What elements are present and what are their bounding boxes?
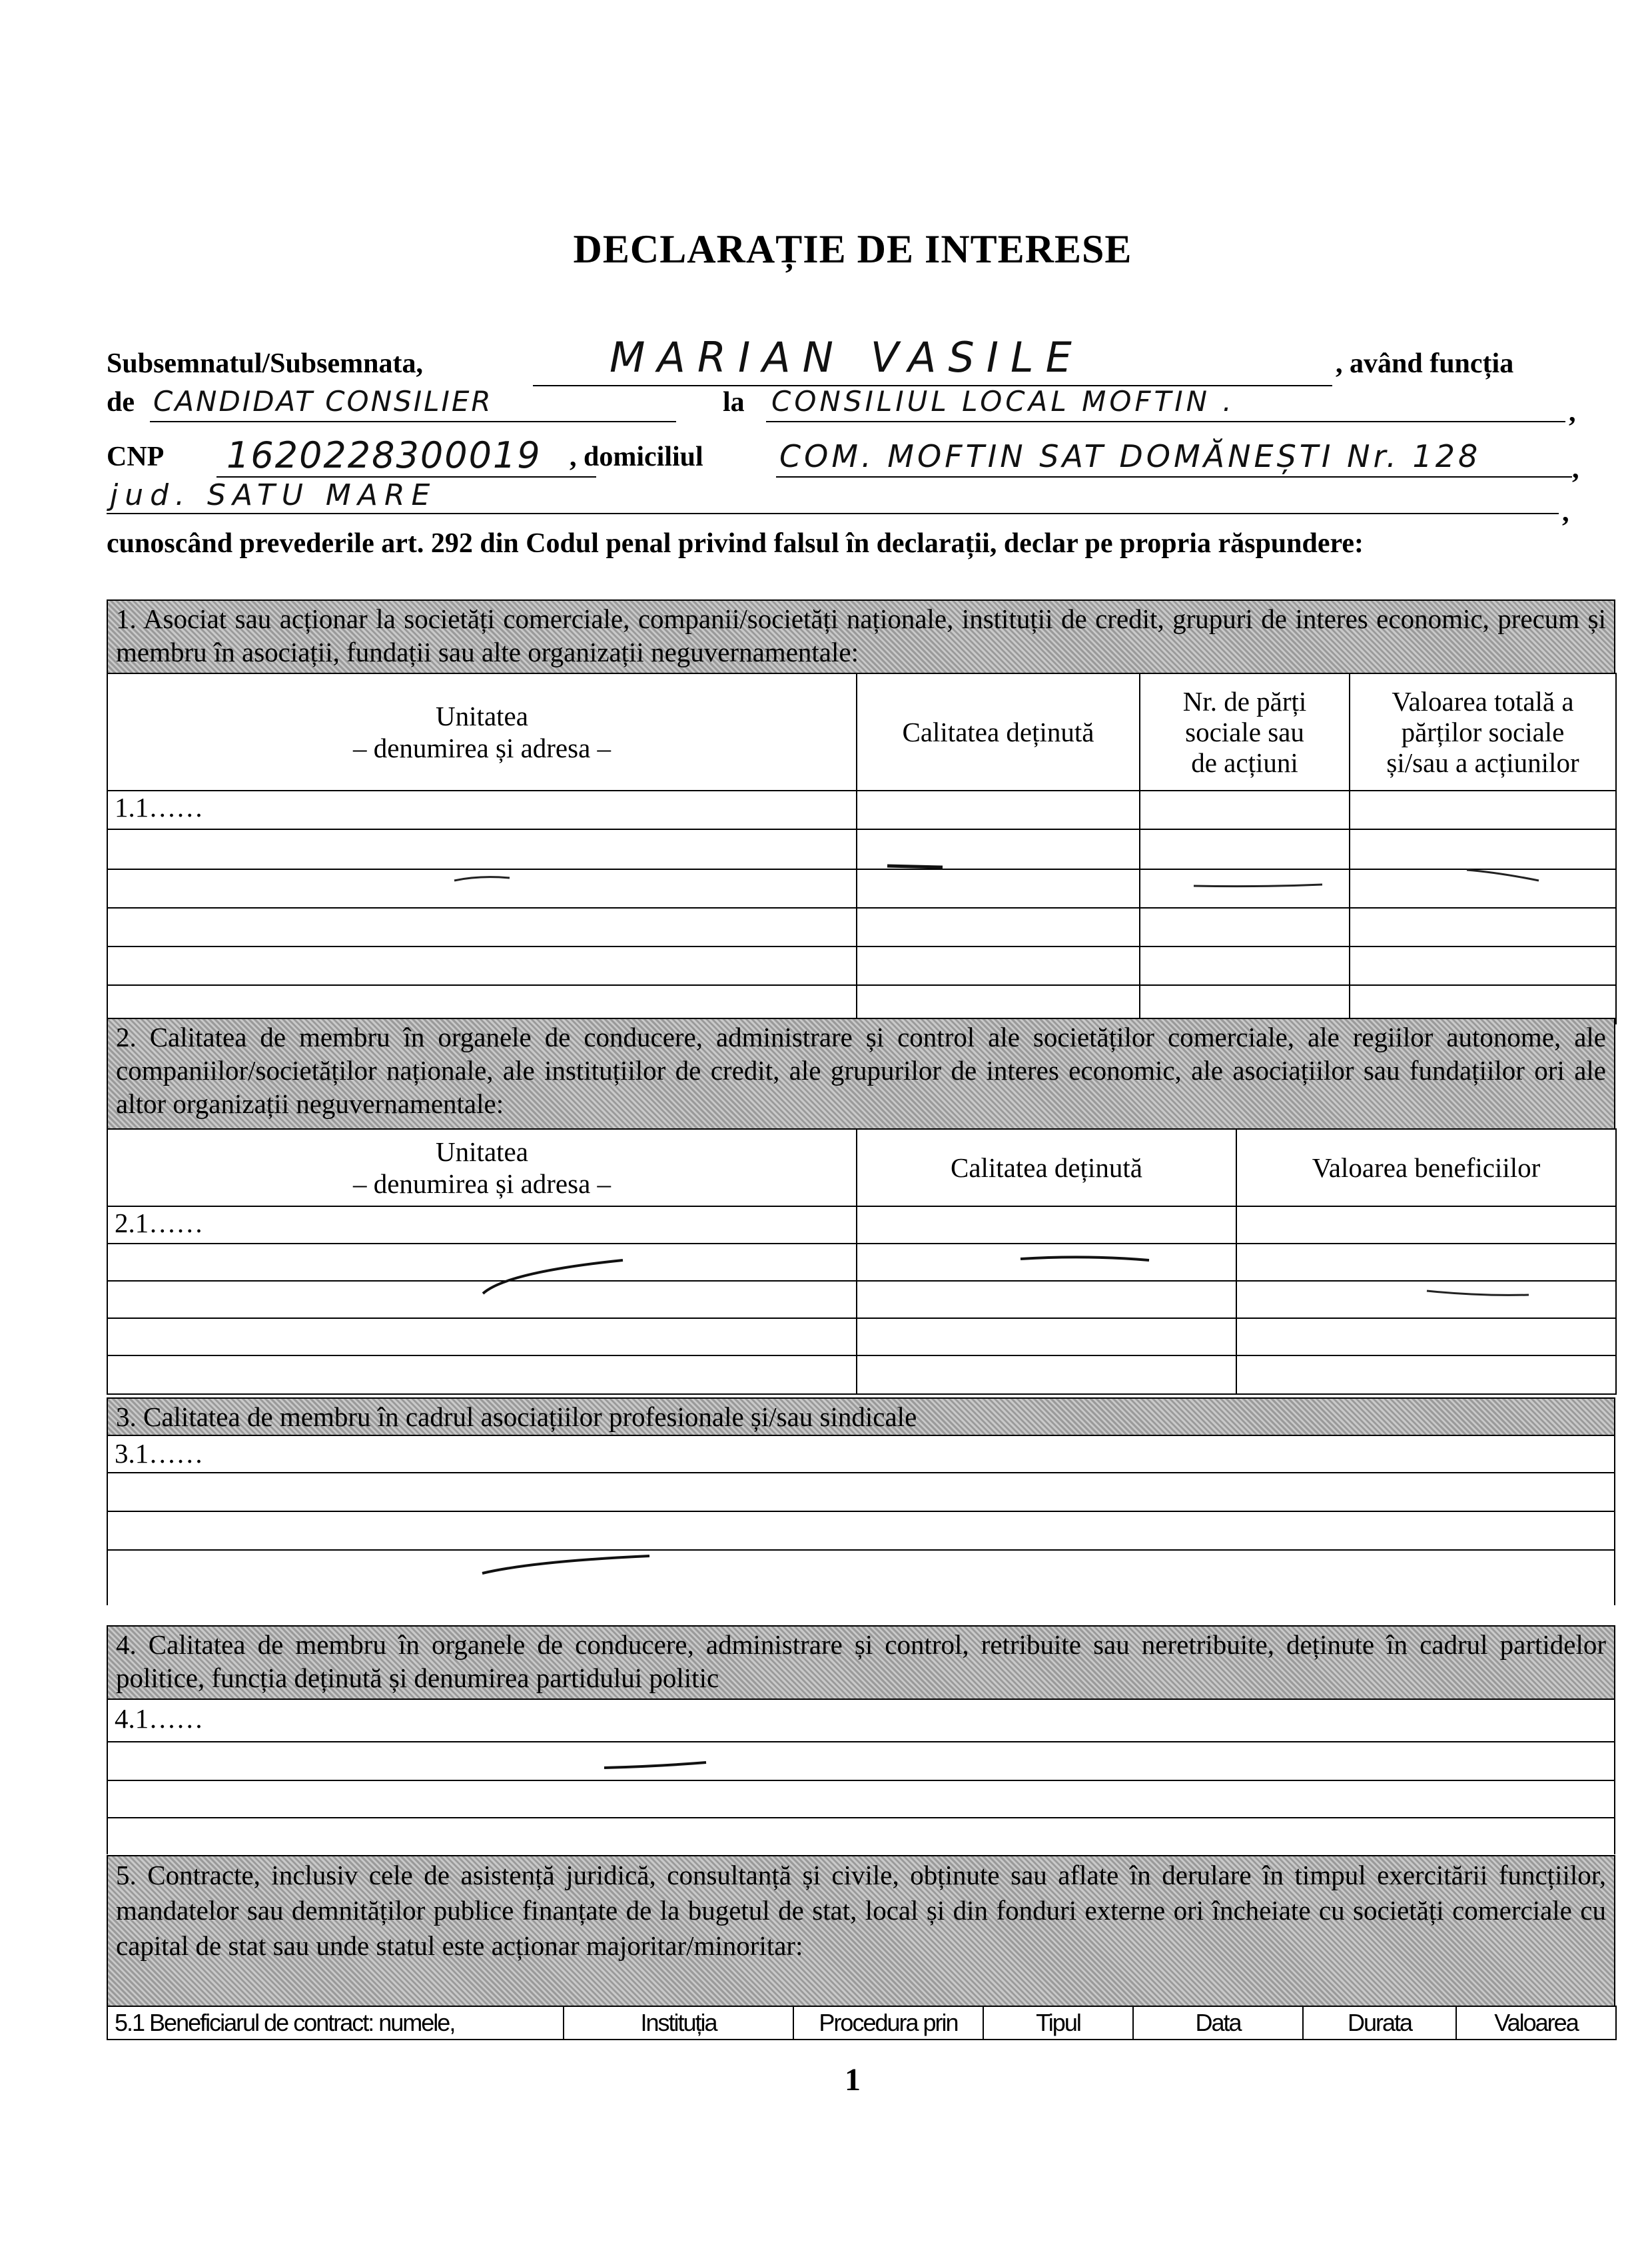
domiciliu-underline [776,476,1572,478]
domiciliul-label: , domiciliul [570,442,703,472]
s3-row1-label: 3.1…… [115,1438,204,1469]
table-row [107,946,1616,985]
comma-1: , [1569,397,1576,428]
s2-strike-2 [1019,1254,1152,1267]
s1-col4a: Valoarea totală a [1392,686,1574,717]
de-label: de [107,387,135,418]
s4-line-3 [107,1817,1615,1818]
s1-col-nr-parti [1140,673,1350,791]
s3-line-1 [107,1472,1615,1473]
s3-strike [480,1552,653,1579]
s1-strike-1 [453,873,513,886]
s1-col3b: sociale sau [1185,717,1304,747]
s5-col-data: Data [1133,2006,1303,2040]
s1-col3a: Nr. de părți [1182,686,1307,717]
s1-strike-3 [1192,879,1326,893]
cnp-handwritten: 1620228300019 [226,434,542,476]
comma-2: , [1572,454,1579,484]
s1-strike-2 [886,859,946,873]
functia-underline [150,421,676,422]
cnp-underline [216,476,596,478]
s4-line-1 [107,1741,1615,1742]
s5-col-durata: Durata [1303,2006,1456,2040]
subsemnatul-label: Subsemnatul/Subsemnata, [107,348,423,379]
s1-col-valoarea [1350,673,1616,791]
s2-col-unitatea [107,1129,857,1206]
s1-col4c: și/sau a acțiunilor [1386,747,1579,778]
document-title: DECLARAȚIE DE INTERESE [573,227,1132,271]
avand-functia-label: , având funcția [1336,348,1514,379]
s2-col1b: – denumirea și adresa – [352,1168,612,1199]
s2-col-valoarea: Valoarea beneficiilor [1236,1129,1616,1206]
s1-strike-4 [1465,866,1545,886]
name-handwritten: MARIAN VASILE [610,333,1084,382]
section5-heading: 5. Contracte, inclusiv cele de asistență juridică, consultanță și civile, obținute sau aflate în derulare în timpul exercitării funcțiilor, mandatelor sau demnităților publice finanțate de la bugetul de stat, local și din fonduri externe ori încheiate cu societăți comerciale cu capital de stat sau unde statul este acționar majoritar/minoritar: [107,1855,1615,2007]
section4-frame [107,1700,1615,1854]
page-number: 1 [845,2062,861,2097]
section4-heading: 4. Calitatea de membru în organele de conducere, administrare și control, retribuite sau neretribuite, deținute în cadrul partidelor politice, funcția deținută și denumirea partidului politic [107,1625,1615,1700]
s5-col-beneficiar: 5.1 Beneficiarul de contract: numele, [107,2006,564,2040]
section3-frame [107,1436,1615,1605]
institutia-underline [766,421,1565,422]
domiciliu-handwritten: COM. MOFTIN SAT DOMĂNEȘTI Nr. 128 [779,438,1481,474]
s4-strike [603,1758,709,1772]
s5-col-valoarea: Valoarea [1456,2006,1616,2040]
section2-heading: 2. Calitatea de membru în organele de conducere, administrare și control ale societăților comerciale, ale regiilor autonome, ale companiilor/societăților naționale, ale instituțiilor de credit, ale grupurilor de interes economic, ale asociațiilor sau fundațiilor ori ale altor organizații neguvernamentale: [107,1018,1615,1130]
s1-col-calitatea: Calitatea deținută [857,673,1140,791]
section5-table [107,2006,1617,2040]
s2-strike-3 [1426,1287,1532,1300]
table-row [107,791,1616,829]
s1-col3c: de acțiuni [1191,747,1298,778]
cnp-label: CNP [107,442,165,472]
s1-col4b: părților sociale [1401,717,1565,747]
functia-handwritten: CANDIDAT CONSILIER [153,385,493,418]
table-row [107,869,1616,908]
s5-col-institutia: Instituția [564,2006,793,2040]
la-label: la [723,387,745,418]
section3-heading: 3. Calitatea de membru în cadrul asociațiilor profesionale și/sau sindicale [107,1397,1615,1436]
table-row [107,1206,1616,1244]
institutia-handwritten: CONSILIUL LOCAL MOFTIN . [771,385,1235,418]
s1-col-unitatea [107,673,857,791]
table-row [107,908,1616,946]
judet-handwritten: jud. SATU MARE [110,478,437,512]
s2-row1-label: 2.1…… [107,1206,857,1244]
table-row [107,1318,1616,1355]
table-row [107,829,1616,869]
comma-3: , [1562,497,1569,528]
s2-strike-1 [480,1252,626,1299]
s2-col-calitatea: Calitatea deținută [857,1129,1236,1206]
section1-heading: 1. Asociat sau acționar la societăți comerciale, companii/societăți naționale, instituții de credit, grupuri de interes economic, precum și membru în asociații, fundații sau alte organizații neguvernamentale: [107,599,1615,674]
s3-line-3 [107,1549,1615,1551]
cunoscand-text: cunoscând prevederile art. 292 din Codul penal privind falsul în declarații, declar pe propria răspundere: [107,528,1364,559]
table-row [107,1355,1616,1394]
s1-col1b: – denumirea și adresa – [352,733,612,763]
table-row [107,1281,1616,1318]
s4-line-2 [107,1780,1615,1781]
section1-table [107,673,1617,1024]
table-row [107,1244,1616,1281]
s5-col-procedura: Procedura prin [793,2006,983,2040]
s1-col1a: Unitatea [436,701,528,731]
s5-col-tipul: Tipul [983,2006,1133,2040]
s4-row1-label: 4.1…… [115,1703,204,1734]
s1-row1-label: 1.1…… [107,791,857,829]
section2-table [107,1128,1617,1395]
s3-line-2 [107,1511,1615,1512]
s2-col1a: Unitatea [436,1136,528,1167]
judet-underline [107,513,1559,514]
